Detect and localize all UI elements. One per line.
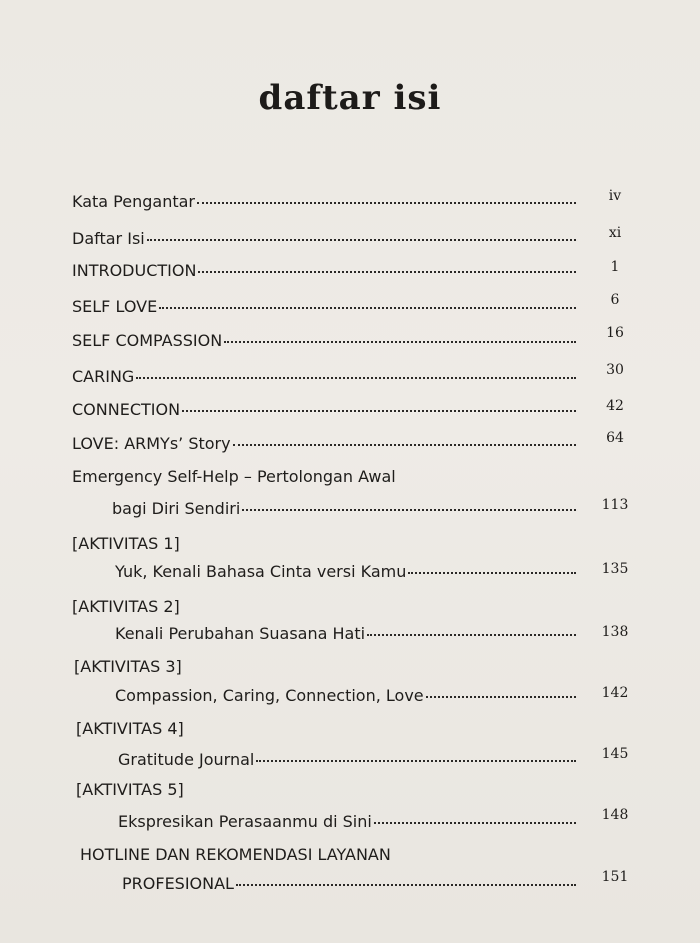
dot-leader bbox=[224, 341, 576, 343]
toc-entry-self-compassion bbox=[72, 331, 582, 351]
toc-entry-emergency-line1: Emergency Self-Help – Pertolongan Awal bbox=[72, 467, 396, 486]
dot-leader bbox=[147, 239, 576, 241]
toc-page-number: 1 bbox=[610, 259, 620, 275]
toc-page-number: 30 bbox=[606, 362, 624, 378]
toc-entry-love-armys-story bbox=[72, 434, 582, 454]
toc-page-number: 64 bbox=[606, 430, 624, 446]
toc-page-number: iv bbox=[608, 188, 622, 204]
toc-label: Daftar Isi bbox=[72, 229, 145, 248]
dot-leader bbox=[198, 271, 576, 273]
toc-entry-introduction bbox=[72, 261, 582, 281]
toc-entry-kata-pengantar bbox=[72, 192, 582, 212]
toc-page-number: 148 bbox=[601, 807, 629, 823]
toc-page-number: 16 bbox=[606, 325, 624, 341]
toc-page-number: 113 bbox=[601, 497, 629, 513]
dot-leader bbox=[233, 444, 576, 446]
dot-leader bbox=[408, 572, 576, 574]
toc-label: INTRODUCTION bbox=[72, 261, 197, 280]
dot-leader bbox=[242, 509, 576, 511]
toc-entry-aktivitas-3 bbox=[115, 686, 582, 706]
toc-label: LOVE: ARMYs’ Story bbox=[72, 434, 231, 453]
dot-leader bbox=[367, 634, 576, 636]
toc-page-number: 135 bbox=[601, 561, 629, 577]
toc-label: CARING bbox=[72, 367, 135, 386]
toc-label: Compassion, Caring, Connection, Love bbox=[115, 686, 424, 705]
aktivitas-heading: [AKTIVITAS 1] bbox=[72, 534, 180, 553]
dot-leader bbox=[426, 696, 576, 698]
toc-entry-aktivitas-5 bbox=[118, 812, 582, 832]
toc-label: SELF LOVE bbox=[72, 297, 158, 316]
toc-label: Kata Pengantar bbox=[72, 192, 195, 211]
dot-leader bbox=[197, 202, 576, 204]
toc-label: Ekspresikan Perasaanmu di Sini bbox=[118, 812, 372, 831]
page-title: daftar isi bbox=[258, 78, 442, 118]
toc-entry-emergency bbox=[112, 499, 582, 519]
aktivitas-heading: [AKTIVITAS 4] bbox=[76, 719, 184, 738]
toc-entry-connection bbox=[72, 400, 582, 420]
toc-entry-aktivitas-4 bbox=[118, 750, 582, 770]
toc-page-number: 145 bbox=[601, 746, 629, 762]
aktivitas-heading: [AKTIVITAS 2] bbox=[72, 597, 180, 616]
toc-entry-daftar-isi bbox=[72, 229, 582, 249]
toc-entry-hotline-line1: HOTLINE DAN REKOMENDASI LAYANAN bbox=[80, 845, 391, 864]
toc-label: PROFESIONAL bbox=[122, 874, 234, 893]
toc-entry-self-love bbox=[72, 297, 582, 317]
aktivitas-heading: [AKTIVITAS 3] bbox=[74, 657, 182, 676]
toc-entry-aktivitas-2 bbox=[115, 624, 582, 644]
toc-entry-hotline bbox=[122, 874, 582, 894]
toc-label: Yuk, Kenali Bahasa Cinta versi Kamu bbox=[115, 562, 407, 581]
toc-page-number: 142 bbox=[601, 685, 629, 701]
toc-page-number: 151 bbox=[601, 869, 629, 885]
toc-page-number: 42 bbox=[606, 398, 624, 414]
toc-page-number: xi bbox=[608, 225, 622, 241]
dot-leader bbox=[236, 884, 576, 886]
dot-leader bbox=[182, 410, 576, 412]
toc-entry-caring bbox=[72, 367, 582, 387]
dot-leader bbox=[256, 760, 576, 762]
toc-label: CONNECTION bbox=[72, 400, 181, 419]
toc-label: Kenali Perubahan Suasana Hati bbox=[115, 624, 366, 643]
toc-label: bagi Diri Sendiri bbox=[112, 499, 241, 518]
toc-entry-aktivitas-1 bbox=[115, 562, 582, 582]
dot-leader bbox=[374, 822, 576, 824]
dot-leader bbox=[159, 307, 576, 309]
aktivitas-heading: [AKTIVITAS 5] bbox=[76, 780, 184, 799]
toc-label: Gratitude Journal bbox=[118, 750, 255, 769]
dot-leader bbox=[136, 377, 576, 379]
toc-page-number: 138 bbox=[601, 624, 629, 640]
toc-label: SELF COMPASSION bbox=[72, 331, 223, 350]
toc-page-number: 6 bbox=[610, 292, 620, 308]
